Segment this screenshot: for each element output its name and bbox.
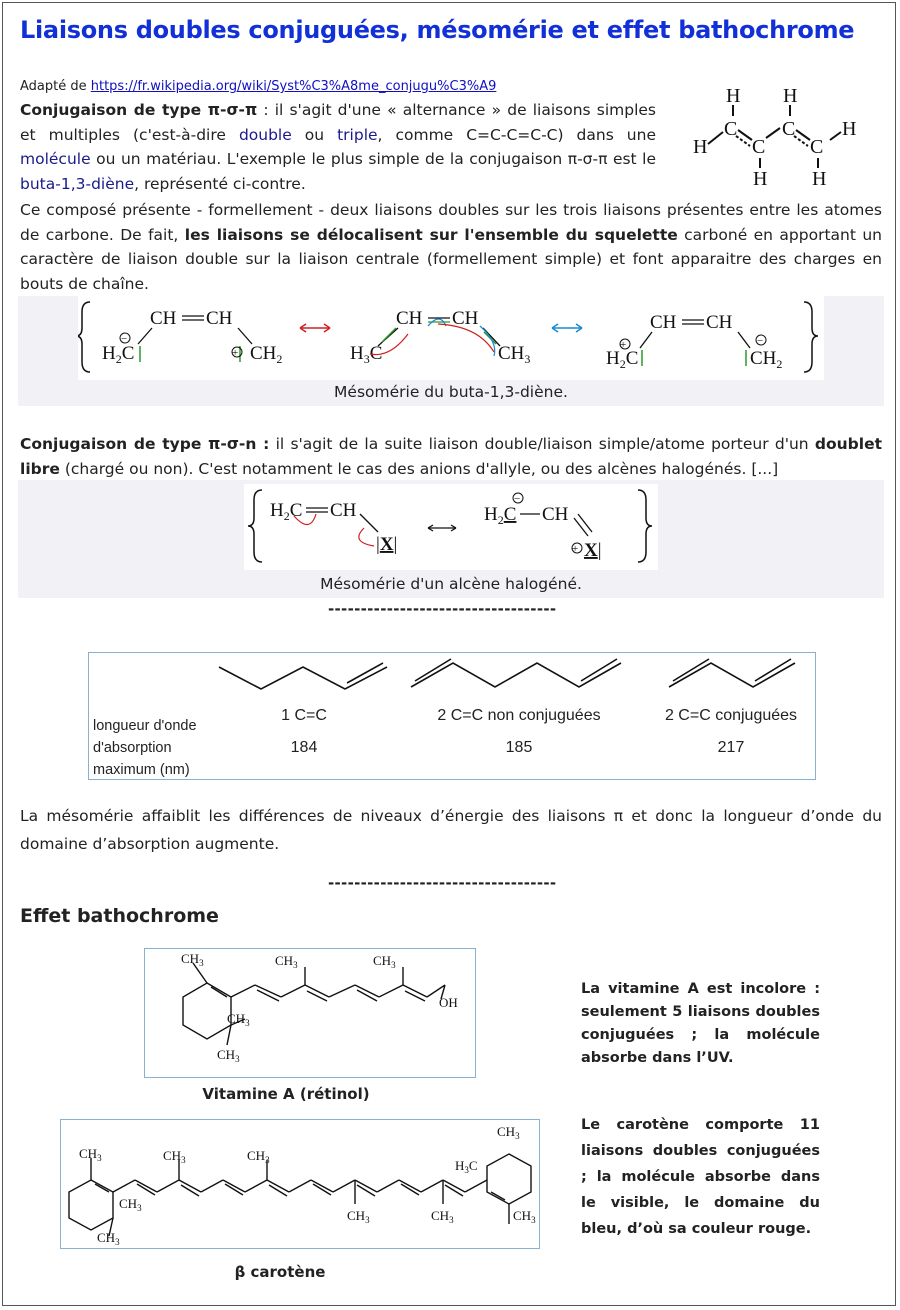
- row-label-line-3: maximum (nm): [93, 762, 190, 778]
- svg-text:CH: CH: [150, 308, 177, 329]
- butadiene-resonance-diagram: [78, 296, 824, 380]
- col-1-label: 1 C=C: [281, 707, 327, 724]
- svg-text:+: +: [572, 543, 579, 555]
- svg-text:+: +: [232, 347, 239, 359]
- svg-text:CH3: $CH_3$: [275, 953, 298, 970]
- link-double[interactable]: double: [238, 125, 292, 144]
- svg-text:OH: OH: [439, 995, 458, 1010]
- alkene-resonance-diagram: [244, 484, 658, 570]
- vitamin-a-text: La vitamine A est incolore : seulement 5 liaisons doubles conjuguées ; la molécule absorbe dans l’UV.: [581, 981, 820, 1066]
- caption-butadiene: Mésomérie du buta-1,3-diène.: [334, 383, 568, 401]
- svg-text:H: H: [812, 168, 827, 190]
- svg-text:H: H: [693, 136, 708, 158]
- page-title: Liaisons doubles conjuguées, mésomérie et effet bathochrome: [20, 16, 855, 44]
- source-link[interactable]: https://fr.wikipedia.org/wiki/Syst%C3%A8me_conjugu%C3%A9: [90, 79, 497, 94]
- paragraph-pi-sigma-pi: [20, 98, 656, 196]
- svg-text:CH: CH: [706, 312, 733, 333]
- p1-text-ou: ou: [291, 125, 338, 144]
- svg-text:CH: CH: [452, 308, 479, 329]
- col-3-value: 217: [717, 739, 745, 756]
- svg-text:H: H: [842, 118, 857, 140]
- svg-text:−: −: [757, 335, 764, 347]
- atom-h: H: [726, 85, 741, 107]
- svg-text:−: −: [514, 493, 521, 505]
- svg-text:H3C: $H_3C$: [350, 343, 383, 366]
- svg-text:C: C: [724, 118, 738, 140]
- p3-text-2: (chargé ou non). C'est notamment le cas des anions d'allyle, ou des alcènes halogénés. [...]: [59, 459, 779, 478]
- svg-text:CH2: $CH_2$: [750, 348, 783, 371]
- carotene-structure-box: [60, 1119, 540, 1249]
- paragraph-mesomery-conclusion: La mésomérie affaiblit les différences de niveaux d’énergie des liaisons π et donc la longueur d’onde du domaine d’absorption augmente.: [20, 807, 882, 853]
- vitamin-a-structure: [145, 949, 475, 1077]
- link-butadiene[interactable]: buta-1,3-diène: [20, 174, 135, 193]
- svg-text:C: C: [752, 136, 766, 158]
- p1-text-4: , représenté ci-contre.: [134, 174, 306, 193]
- source-prefix: Adapté de: [20, 79, 91, 94]
- p3-bold: doublet libre: [20, 435, 882, 478]
- paragraph-pi-sigma-n: [20, 432, 882, 481]
- svg-text:+: +: [620, 339, 627, 351]
- p2-bold: les liaisons se délocalisent sur l'ensemble du squelette: [184, 225, 678, 244]
- svg-text:CH3: $CH_3$: [79, 1146, 102, 1163]
- p1-text-1: : il s'agit d'une « alternance » de liaisons simples et multiples (c'est-à-dire: [20, 101, 657, 144]
- vitamin-a-structure-box: [144, 948, 476, 1078]
- svg-text:H: H: [783, 85, 798, 107]
- svg-text:CH2: $CH_2$: [250, 343, 283, 366]
- svg-text:H2C: $H_2C$: [270, 500, 303, 523]
- svg-text:H2C: $H_2C$: [606, 348, 639, 371]
- caption-alkene: Mésomérie d'un alcène halogéné.: [320, 575, 582, 593]
- p3-text-1: il s'agit de la suite liaison double/liaison simple/atome porteur d'un: [269, 435, 815, 453]
- svg-text:C: C: [810, 136, 824, 158]
- lead-pi-sigma-pi: Conjugaison de type π-σ-π: [20, 101, 258, 119]
- svg-text:H2C: $H_2C$: [484, 504, 517, 527]
- butadiene-structure: [688, 80, 868, 195]
- svg-text:CH: CH: [650, 312, 677, 333]
- svg-text:CH: CH: [396, 308, 423, 329]
- row-label-line-1: longueur d'onde: [93, 718, 197, 734]
- carotene-text: Le carotène comporte 11 liaisons doubles conjuguées ; la molécule absorbe dans le visible, le domaine du bleu, d’où sa couleur rouge.: [581, 1117, 820, 1237]
- svg-text:C: C: [782, 118, 796, 140]
- svg-text:|X|: |X|: [376, 534, 398, 555]
- p2-text-1: Ce composé présente - formellement - deux liaisons doubles sur les trois liaisons présentes entre les atomes de carbone. De fait,: [20, 201, 882, 244]
- paragraph-delocalisation: [20, 198, 882, 296]
- p1-text-2: , comme C=C-C=C-C) dans une: [377, 125, 656, 144]
- svg-text:CH3: $CH_3$: [497, 1124, 520, 1141]
- svg-text:H3C: $H_3C$: [455, 1158, 478, 1175]
- svg-text:CH3: $CH_3$: [217, 1047, 240, 1064]
- svg-text:CH3: $CH_3$: [247, 1148, 270, 1165]
- separator-2: -----------------------------------: [328, 874, 557, 892]
- svg-text:CH: CH: [206, 308, 233, 329]
- vitamin-a-caption: Vitamine A (rétinol): [202, 1085, 370, 1103]
- svg-text:X|: X|: [584, 540, 602, 561]
- svg-text:CH3: $CH_3$: [513, 1208, 536, 1225]
- separator-1: -----------------------------------: [328, 600, 557, 618]
- svg-text:H: H: [753, 168, 768, 190]
- lead-pi-sigma-n: Conjugaison de type π-σ-n :: [20, 435, 270, 453]
- p2-text-2: carboné en apportant un caractère de liaison double sur la liaison centrale (formellement simple) et font apparaitre des charges en bouts de chaîne.: [20, 225, 882, 293]
- svg-text:CH: CH: [330, 500, 357, 521]
- link-molecule[interactable]: molécule: [20, 150, 91, 168]
- col-2-value: 185: [505, 739, 533, 756]
- svg-text:CH3: $CH_3$: [373, 953, 396, 970]
- row-label: [93, 715, 197, 781]
- svg-text:H2C: $H_2C$: [102, 343, 135, 366]
- p1-text-3: ou un matériau. L'exemple le plus simple de la conjugaison π-σ-π est le: [90, 150, 656, 168]
- section-heading-bathochrome: Effet bathochrome: [20, 905, 219, 927]
- svg-text:CH3: $CH_3$: [163, 1148, 186, 1165]
- link-triple[interactable]: triple: [337, 125, 378, 144]
- row-label-line-2: d'absorption: [93, 740, 172, 756]
- svg-text:CH3: $CH_3$: [119, 1196, 142, 1213]
- svg-text:CH3: $CH_3$: [431, 1208, 454, 1225]
- svg-text:CH3: $CH_3$: [347, 1208, 370, 1225]
- carotene-caption: β carotène: [234, 1263, 326, 1281]
- svg-text:CH: CH: [542, 504, 569, 525]
- svg-text:CH3: $CH_3$: [181, 951, 204, 968]
- col-1-value: 184: [290, 739, 318, 756]
- svg-text:CH3: $CH_3$: [498, 343, 531, 366]
- svg-text:CH3: $CH_3$: [97, 1230, 120, 1247]
- col-3-label: 2 C=C conjuguées: [664, 707, 798, 724]
- absorption-table: [88, 652, 816, 780]
- col-2-label: 2 C=C non conjuguées: [437, 707, 601, 724]
- svg-text:−: −: [121, 333, 128, 345]
- carotene-structure: [61, 1120, 539, 1248]
- svg-text:CH3: $CH_3$: [227, 1011, 250, 1028]
- source-line: [20, 79, 496, 94]
